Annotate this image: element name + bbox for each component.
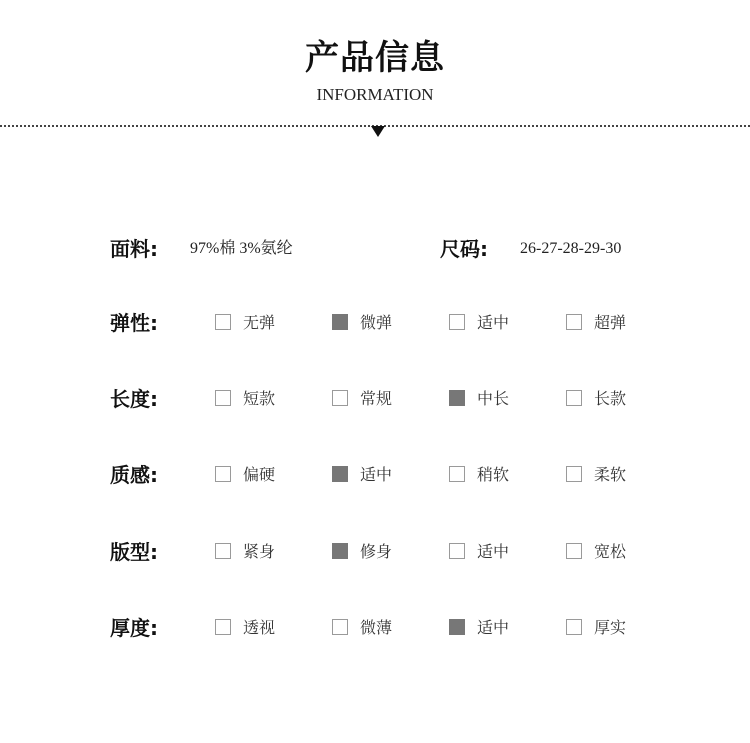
- checkbox-icon[interactable]: [332, 543, 348, 559]
- option-label: 中长: [477, 389, 510, 408]
- attribute-label: 版型:: [110, 540, 158, 564]
- checkbox-icon[interactable]: [332, 314, 348, 330]
- checkbox-icon[interactable]: [215, 619, 231, 635]
- page-title: 产品信息: [305, 38, 445, 78]
- attribute-row-fit: [0, 537, 750, 567]
- attribute-label: 厚度:: [110, 616, 158, 640]
- page-subtitle: INFORMATION: [316, 85, 434, 104]
- checkbox-icon[interactable]: [332, 390, 348, 406]
- option-label: 厚实: [594, 618, 627, 637]
- checkbox-icon[interactable]: [566, 314, 582, 330]
- checkbox-icon[interactable]: [566, 390, 582, 406]
- option-label: 紧身: [243, 542, 276, 561]
- option-label: 微薄: [360, 618, 393, 637]
- attribute-row-texture: [0, 460, 750, 490]
- size-label: 尺码:: [440, 237, 488, 261]
- checkbox-icon[interactable]: [215, 390, 231, 406]
- option-label: 柔软: [594, 465, 627, 484]
- fabric-value: 97%棉 3%氨纶: [190, 240, 293, 257]
- size-value: 26-27-28-29-30: [520, 240, 622, 257]
- option-label: 稍软: [477, 465, 510, 484]
- option-label: 短款: [243, 389, 276, 408]
- checkbox-icon[interactable]: [215, 314, 231, 330]
- checkbox-icon[interactable]: [566, 619, 582, 635]
- checkbox-icon[interactable]: [449, 619, 465, 635]
- option-label: 长款: [594, 389, 627, 408]
- option-label: 适中: [477, 618, 510, 637]
- option-label: 透视: [243, 618, 276, 637]
- option-label: 常规: [360, 389, 393, 408]
- option-label: 修身: [360, 542, 393, 561]
- attribute-row-thickness: [0, 613, 750, 643]
- option-label: 宽松: [594, 542, 627, 561]
- checkbox-icon[interactable]: [449, 466, 465, 482]
- option-label: 无弹: [243, 313, 276, 332]
- option-label: 微弹: [360, 313, 393, 332]
- checkbox-icon[interactable]: [566, 466, 582, 482]
- attribute-label: 质感:: [110, 463, 158, 487]
- checkbox-icon[interactable]: [566, 543, 582, 559]
- option-label: 适中: [477, 542, 510, 561]
- attribute-row-elasticity: [0, 308, 750, 338]
- checkbox-icon[interactable]: [332, 466, 348, 482]
- checkbox-icon[interactable]: [332, 619, 348, 635]
- option-label: 适中: [360, 465, 393, 484]
- down-arrow-icon: [371, 126, 385, 137]
- checkbox-icon[interactable]: [449, 314, 465, 330]
- spec-row: [0, 234, 750, 264]
- checkbox-icon[interactable]: [215, 466, 231, 482]
- checkbox-icon[interactable]: [449, 543, 465, 559]
- attribute-label: 弹性:: [110, 311, 158, 335]
- option-label: 超弹: [594, 313, 627, 332]
- option-label: 偏硬: [243, 465, 276, 484]
- fabric-label: 面料:: [110, 237, 158, 261]
- attribute-label: 长度:: [110, 387, 158, 411]
- option-label: 适中: [477, 313, 510, 332]
- checkbox-icon[interactable]: [449, 390, 465, 406]
- attribute-row-length: [0, 384, 750, 414]
- checkbox-icon[interactable]: [215, 543, 231, 559]
